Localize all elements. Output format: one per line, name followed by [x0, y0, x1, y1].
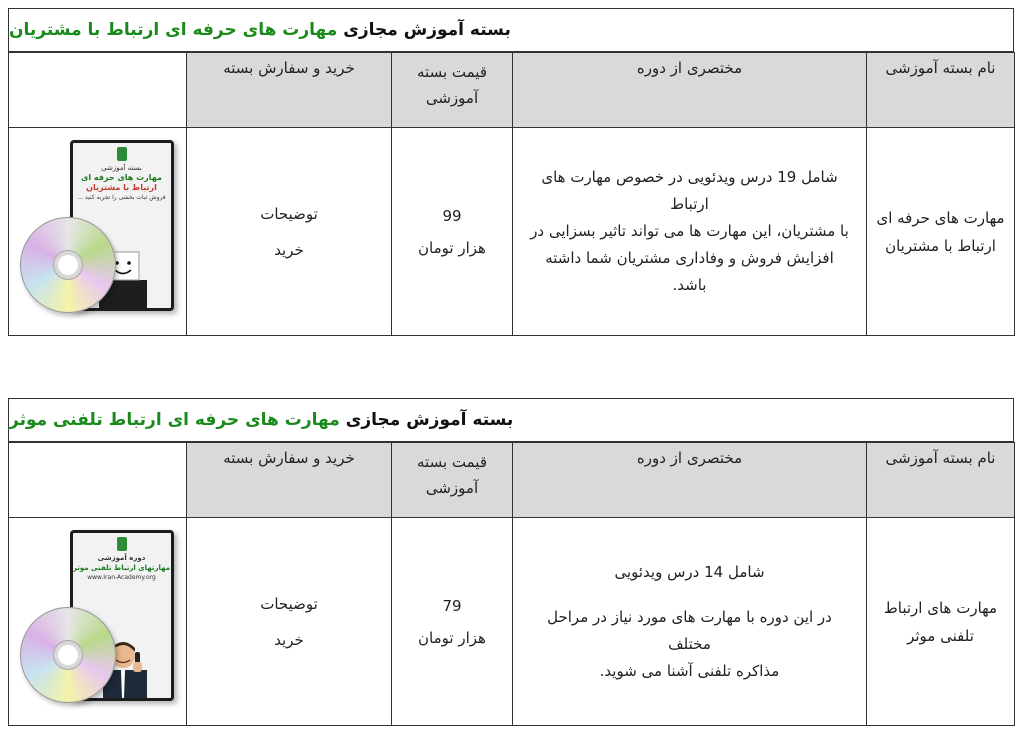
- price-unit: هزار تومان: [418, 628, 486, 647]
- package-name-line: مهارت های حرفه ای: [876, 208, 1005, 227]
- header-name: نام بسته آموزشی: [867, 53, 1015, 128]
- buy-link[interactable]: خرید: [274, 630, 304, 649]
- product-cover-image: [18, 522, 178, 722]
- header-price-label: قیمت بسته آموزشی: [417, 63, 487, 107]
- summary-line: شامل 19 درس ویدئویی در خصوص مهارت های ارتباط: [541, 168, 838, 213]
- summary-line: افزایش فروش و وفاداری مشتریان شما داشته باشد.: [545, 249, 834, 294]
- buy-link[interactable]: خرید: [274, 240, 304, 259]
- header-price-label: قیمت بسته آموزشی: [417, 453, 487, 497]
- package-table: [8, 442, 1015, 726]
- cover-line: مهارت های حرفه ای: [80, 172, 163, 182]
- package-section-phone-communication: [8, 398, 1014, 726]
- cover-line: بسته آموزشی: [101, 163, 142, 172]
- package-name-line: تلفنی موثر: [907, 626, 974, 645]
- title-highlight: مهارت های حرفه ای ارتباط با مشتریان: [9, 20, 338, 40]
- product-image-cell: [9, 518, 187, 726]
- header-buy: خرید و سفارش بسته: [187, 53, 392, 128]
- product-cover-image: [18, 132, 178, 332]
- price-value: 79: [442, 596, 462, 615]
- image-header-cell: [9, 443, 187, 518]
- package-section-customer-relations: [8, 8, 1014, 336]
- buy-cell: [187, 518, 392, 726]
- academy-logo-icon: [117, 537, 127, 551]
- cd-disc-icon: [20, 217, 116, 313]
- cover-line: ارتباط با مشتریان: [86, 182, 157, 192]
- price-cell: [392, 518, 513, 726]
- header-name: نام بسته آموزشی: [867, 443, 1015, 518]
- academy-logo-icon: [117, 147, 127, 161]
- summary-cell: [513, 128, 867, 336]
- summary-first-line: شامل 14 درس ویدئویی: [614, 562, 765, 581]
- cover-line: مهارتهای ارتباط تلفنی موثر: [72, 563, 171, 572]
- price-cell: [392, 128, 513, 336]
- cover-line: فروش ثبات بخشی را تجربه کنید ...: [77, 193, 166, 201]
- title-prefix: بسته آموزش مجازی: [345, 410, 514, 430]
- title-highlight: مهارت های حرفه ای ارتباط تلفنی موثر: [9, 410, 340, 430]
- package-title: [8, 398, 1014, 442]
- header-price: [392, 53, 513, 128]
- header-buy: خرید و سفارش بسته: [187, 443, 392, 518]
- cover-line: دوره آموزشی: [97, 553, 146, 562]
- title-prefix: بسته آموزش مجازی: [343, 20, 511, 40]
- summary-line: با مشتریان، این مهارت ها می تواند تاثیر بسزایی در: [530, 222, 849, 240]
- summary-line: در این دوره با مهارت های مورد نیاز در مراحل مختلف: [547, 607, 832, 653]
- details-link[interactable]: توضیحات: [260, 204, 318, 223]
- header-summary: مختصری از دوره: [513, 53, 867, 128]
- summary-line: مذاکره تلفنی آشنا می شوید.: [599, 661, 780, 680]
- details-link[interactable]: توضیحات: [260, 594, 318, 613]
- price-unit: هزار تومان: [418, 238, 486, 257]
- image-header-cell: [9, 53, 187, 128]
- summary-cell: [513, 518, 867, 726]
- package-name-line: مهارت های ارتباط: [883, 598, 998, 617]
- package-name-cell: [867, 128, 1015, 336]
- cover-line: www.Iran-Academy.org: [87, 573, 156, 581]
- package-name-cell: [867, 518, 1015, 726]
- price-value: 99: [442, 206, 462, 225]
- package-table: [8, 52, 1015, 336]
- package-title: [8, 8, 1014, 52]
- buy-cell: [187, 128, 392, 336]
- header-summary: مختصری از دوره: [513, 443, 867, 518]
- cd-disc-icon: [20, 607, 116, 703]
- product-image-cell: [9, 128, 187, 336]
- package-name-line: ارتباط با مشتریان: [885, 236, 996, 255]
- header-price: [392, 443, 513, 518]
